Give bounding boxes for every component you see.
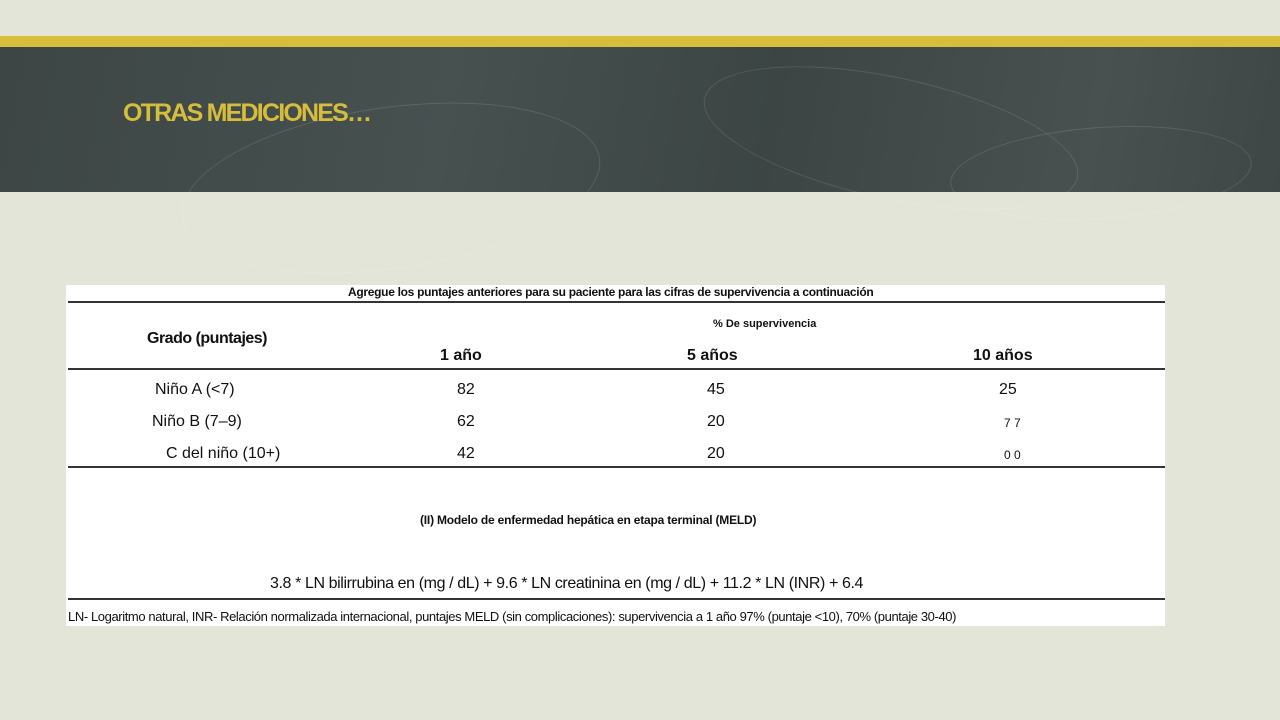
footnote-rule [68,598,1165,600]
table-row-grade: Niño A (<7) [155,381,235,398]
column-header-10-years: 10 años [973,347,1033,364]
table-cell: 0 0 [1004,448,1021,462]
header-rule [68,368,1165,370]
child-pugh-meld-table-image [66,285,1165,626]
meld-formula: 3.8 * LN bilirrubina en (mg / dL) + 9.6 * LN creatinina en (mg / dL) + 11.2 * LN (INR) + 6.4 [270,575,863,592]
table-cell: 62 [457,413,475,430]
meld-footnote: LN- Logaritmo natural, INR- Relación normalizada internacional, puntajes MELD (sin complicaciones): supervivencia a 1 año 97% (puntaje <10), 70% (puntaje 30-40) [68,609,957,624]
table-caption: Agregue los puntajes anteriores para su paciente para las cifras de supervivencia a continuación [348,285,874,299]
table-cell: 42 [457,445,475,462]
survival-header: % De supervivencia [713,318,817,330]
table-row-grade: Niño B (7–9) [152,413,242,430]
table-cell: 25 [999,381,1017,398]
table-cell: 45 [707,381,725,398]
table-cell: 7 7 [1004,416,1021,430]
grade-column-header: Grado (puntajes) [147,330,268,347]
table-cell: 82 [457,381,475,398]
table-bottom-rule [68,466,1165,468]
table-row-grade: C del niño (10+) [166,445,281,462]
column-header-5-years: 5 años [687,347,738,364]
table-cell: 20 [707,445,725,462]
column-header-1-year: 1 año [440,347,482,364]
table-cell: 20 [707,413,725,430]
slide-title: OTRAS MEDICIONES… [123,99,371,127]
meld-heading: (II) Modelo de enfermedad hepática en etapa terminal (MELD) [420,513,757,527]
table-top-rule [68,301,1165,303]
gold-accent-bar [0,36,1280,47]
